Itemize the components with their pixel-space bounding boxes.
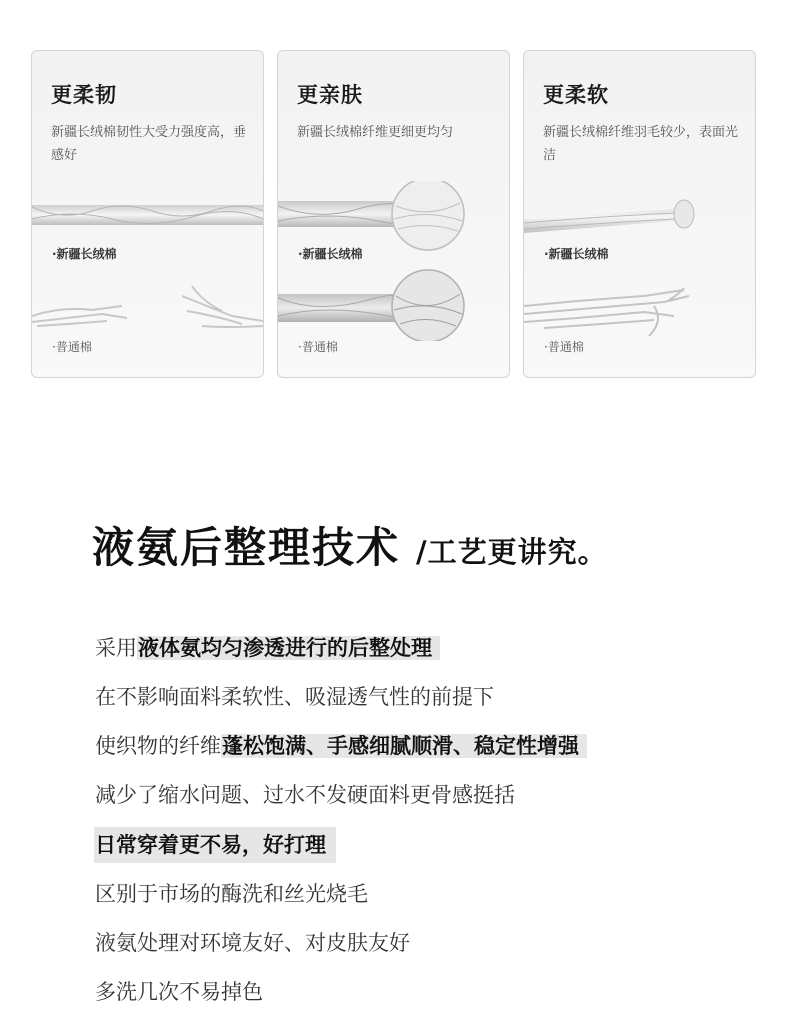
- regular-cotton-fiber-image: [278, 266, 509, 341]
- headline-sub: /工艺更讲究。: [416, 535, 608, 569]
- line-text: 区别于市场的酶洗和丝光烧毛: [95, 882, 368, 906]
- line-text: 多洗几次不易掉色: [95, 980, 263, 1004]
- fiber-label-regular: ·普通棉: [52, 340, 92, 354]
- card-title: 更亲肤: [297, 83, 363, 107]
- feature-line: [95, 876, 368, 912]
- line-text: 采用: [95, 636, 137, 660]
- line-highlight: 日常穿着更不易，好打理: [95, 833, 326, 857]
- card-toughness: [31, 50, 264, 378]
- feature-line: [95, 728, 587, 764]
- feature-line: [95, 630, 440, 666]
- section-headline: [92, 515, 608, 575]
- long-staple-fiber-image: [278, 181, 509, 251]
- long-staple-fiber-image: [32, 181, 263, 251]
- line-text: 液氨处理对环境友好、对皮肤友好: [95, 931, 410, 955]
- card-title: 更柔韧: [51, 83, 117, 107]
- feature-line: [95, 974, 263, 1010]
- card-skin-friendly: [277, 50, 510, 378]
- fiber-label-regular: ·普通棉: [544, 340, 584, 354]
- long-staple-fiber-image: [524, 181, 755, 251]
- regular-cotton-fiber-image: [32, 266, 263, 341]
- headline-main: 液氨后整理技术: [92, 523, 401, 572]
- feature-line: [95, 679, 494, 715]
- card-description: 新疆长绒棉韧性大受力强度高，垂感好: [51, 125, 247, 163]
- feature-line-highlight: [94, 827, 336, 863]
- feature-line: [95, 925, 410, 961]
- line-text: 减少了缩水问题、过水不发硬面料更骨感挺括: [95, 783, 515, 807]
- feature-line: [95, 777, 515, 813]
- fiber-label-long-staple: ·新疆长绒棉: [544, 247, 609, 261]
- card-title: 更柔软: [543, 83, 609, 107]
- fiber-label-long-staple: ·新疆长绒棉: [52, 247, 117, 261]
- card-description: 新疆长绒棉纤维更细更均匀: [297, 125, 454, 140]
- line-highlight: 液体氨均匀渗透进行的后整处理: [137, 636, 440, 660]
- fiber-label-regular: ·普通棉: [298, 340, 338, 354]
- comparison-cards: [31, 50, 759, 378]
- fiber-label-long-staple: ·新疆长绒棉: [298, 247, 363, 261]
- card-description: 新疆长绒棉纤维羽毛较少，表面光洁: [543, 125, 739, 163]
- line-text: 在不影响面料柔软性、吸湿透气性的前提下: [95, 685, 494, 709]
- line-highlight: 蓬松饱满、手感细腻顺滑、稳定性增强: [221, 734, 587, 758]
- line-text: 使织物的纤维: [95, 734, 221, 758]
- regular-cotton-fiber-image: [524, 266, 755, 341]
- card-softness: [523, 50, 756, 378]
